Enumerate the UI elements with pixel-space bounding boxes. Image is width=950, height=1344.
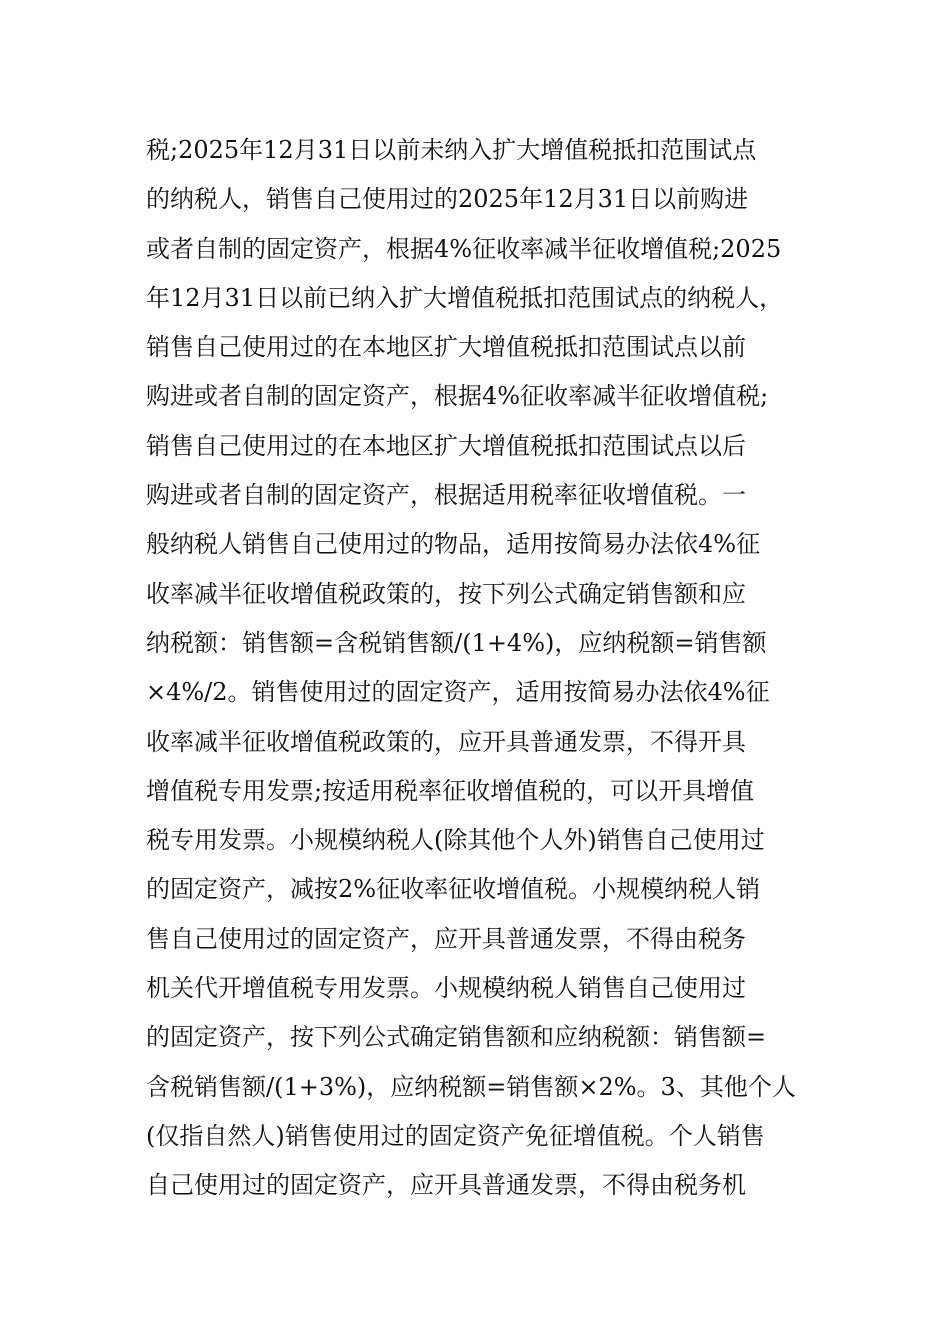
text-line: 自己使用过的固定资产，应开具普通发票，不得由税务机	[146, 1171, 746, 1200]
text-line: 售自己使用过的固定资产，应开具普通发票，不得由税务	[146, 924, 746, 953]
text-line: 增值税专用发票;按适用税率征收增值税的，可以开具增值	[146, 776, 755, 805]
text-line: 税;2025年12月31日以前未纳入扩大增值税抵扣范围试点	[146, 136, 757, 164]
text-line: 购进或者自制的固定资产，根据4%征收率减半征收增值税;	[146, 382, 769, 411]
text-line: 收率减半征收增值税政策的，按下列公式确定销售额和应	[146, 579, 746, 608]
text-line: 的固定资产，按下列公式确定销售额和应纳税额：销售额=	[146, 1023, 767, 1052]
text-line: 年12月31日以前已纳入扩大增值税抵扣范围试点的纳税人，	[146, 283, 784, 312]
text-line: 般纳税人销售自己使用过的物品，适用按简易办法依4%征	[146, 530, 761, 559]
text-line: 纳税额：销售额=含税销售额/(1+4%)，应纳税额=销售额	[146, 628, 767, 657]
text-line: 或者自制的固定资产，根据4%征收率减半征收增值税;2025	[146, 234, 782, 263]
text-line: 购进或者自制的固定资产，根据适用税率征收增值税。一	[146, 481, 746, 510]
text-line: (仅指自然人)销售使用过的固定资产免征增值税。个人销售	[146, 1121, 765, 1150]
text-line: 含税销售额/(1+3%)，应纳税额=销售额×2%。3、其他个人	[146, 1072, 796, 1101]
text-line: 的纳税人，销售自己使用过的2025年12月31日以前购进	[146, 185, 749, 214]
text-line: 销售自己使用过的在本地区扩大增值税抵扣范围试点以后	[146, 431, 746, 460]
text-line: ×4%/2。销售使用过的固定资产，适用按简易办法依4%征	[146, 678, 770, 707]
text-line: 收率减半征收增值税政策的，应开具普通发票，不得开具	[146, 727, 746, 756]
text-line: 税专用发票。小规模纳税人(除其他个人外)销售自己使用过	[146, 826, 765, 855]
body-text	[146, 126, 826, 1211]
text-line: 机关代开增值税专用发票。小规模纳税人销售自己使用过	[146, 974, 746, 1003]
text-line: 销售自己使用过的在本地区扩大增值税抵扣范围试点以前	[146, 333, 746, 362]
text-line: 的固定资产，减按2%征收率征收增值税。小规模纳税人销	[146, 875, 761, 904]
